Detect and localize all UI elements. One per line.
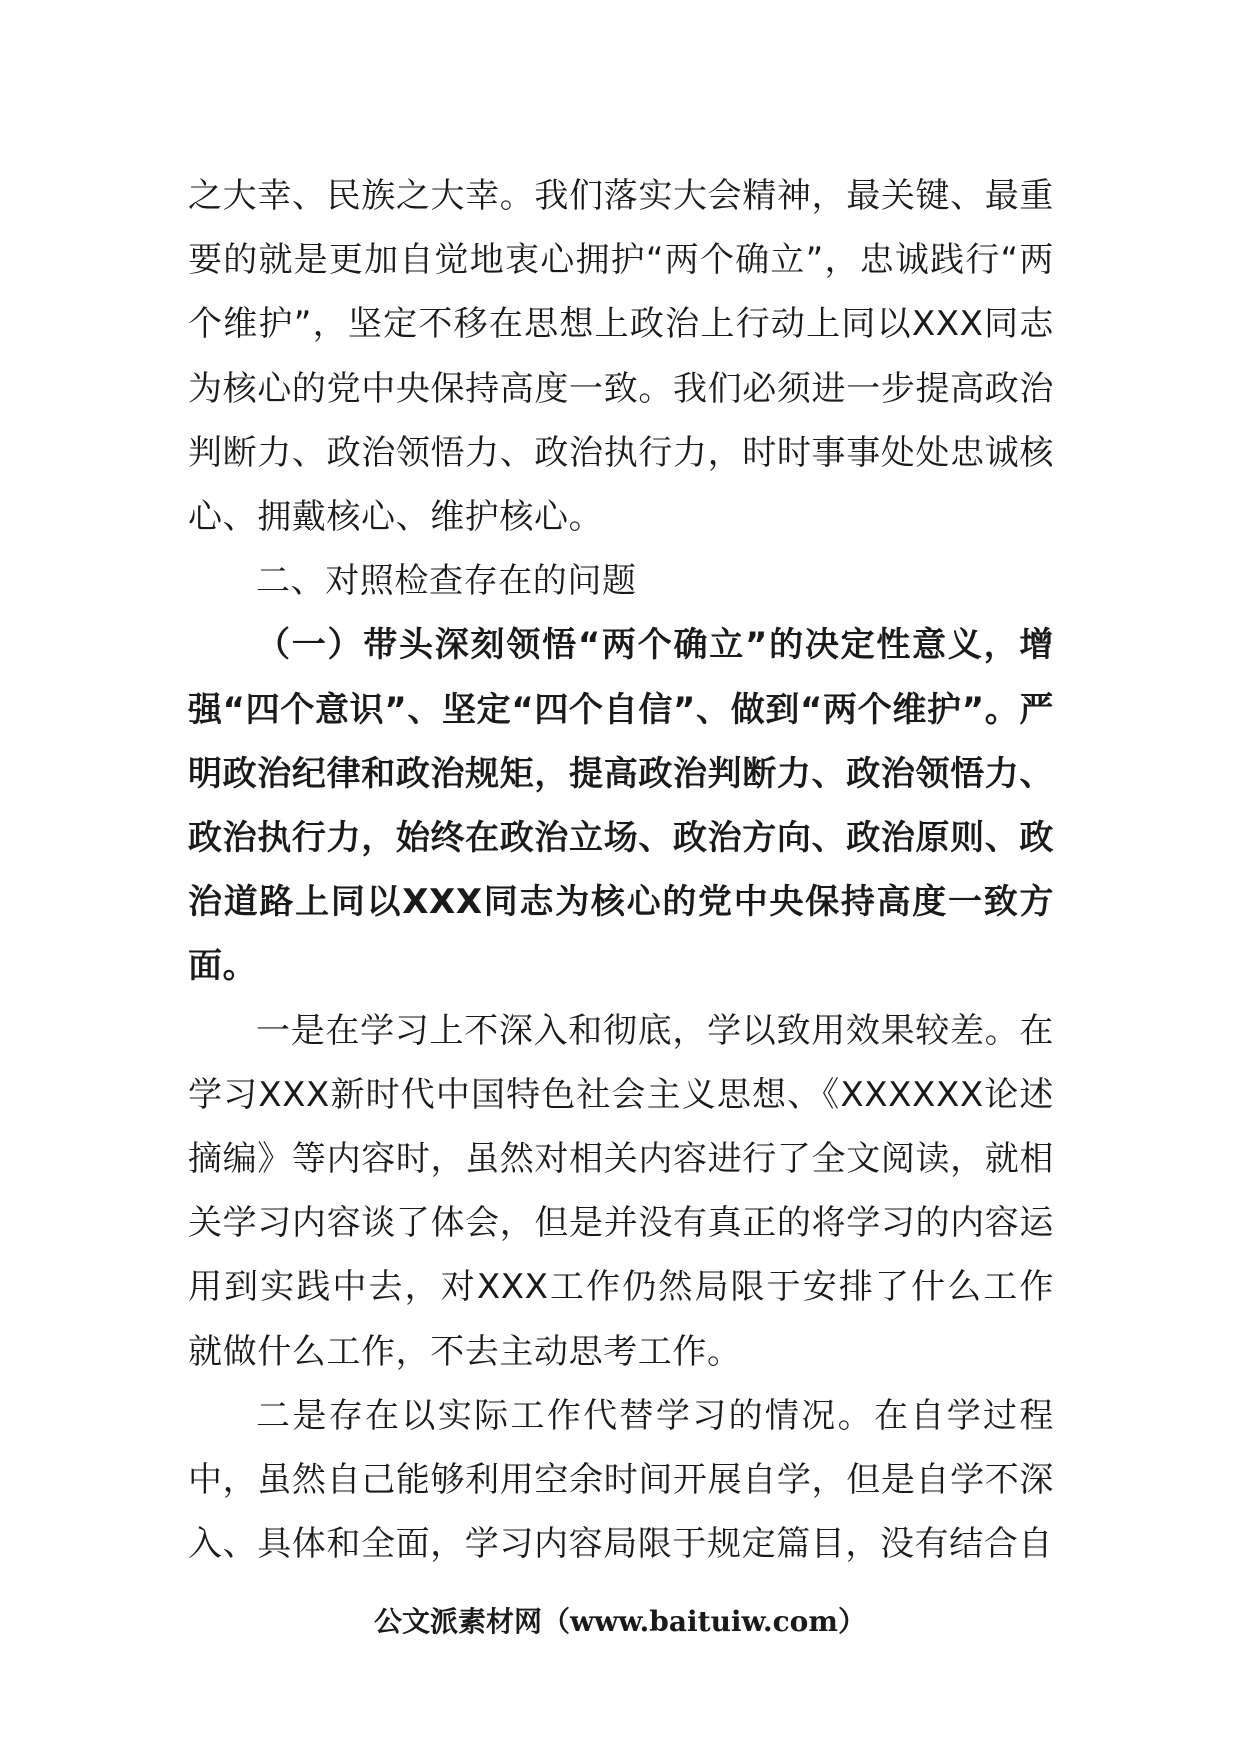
section-heading: 二、对照检查存在的问题 (256, 561, 637, 602)
subsection-heading: （一）带头深刻领悟“两个确立”的决定性意义，增强“四个意识”、坚定“四个自信”、做到“两个维护”。严明政治纪律和政治规矩，提高政治判断力、政治领悟力、政治执行力，始终在政治立场、政治方向、政治原则、政治道路上同以XXX同志为核心的党中央保持高度一致方面。 (188, 625, 1054, 987)
paragraph-continuation: 之大幸、民族之大幸。我们落实大会精神，最关键、最重要的就是更加自觉地衷心拥护“两个确立”，忠诚践行“两个维护”，坚定不移在思想上政治上行动上同以XXX同志为核心的党中央保持高度一致。我们必须进一步提高政治判断力、政治领悟力、政治执行力，时时事事处处忠诚核心、拥戴核心、维护核心。 (188, 176, 1054, 538)
document-body (188, 164, 1054, 1576)
paragraph-point-two: 二是存在以实际工作代替学习的情况。在自学过程中，虽然自己能够利用空余时间开展自学，但是自学不深入、具体和全面，学习内容局限于规定篇目，没有结合自 (188, 1395, 1054, 1565)
footer-watermark: 公文派素材网（www.baituiw.com） (374, 1605, 866, 1638)
paragraph-point-one: 一是在学习上不深入和彻底，学以致用效果较差。在学习XXX新时代中国特色社会主义思想、《XXXXXX论述摘编》等内容时，虽然对相关内容进行了全文阅读，就相关学习内容谈了体会，但是并没有真正的将学习的内容运用到实践中去，对XXX工作仍然局限于安排了什么工作就做什么工作，不去主动思考工作。 (188, 1010, 1054, 1372)
